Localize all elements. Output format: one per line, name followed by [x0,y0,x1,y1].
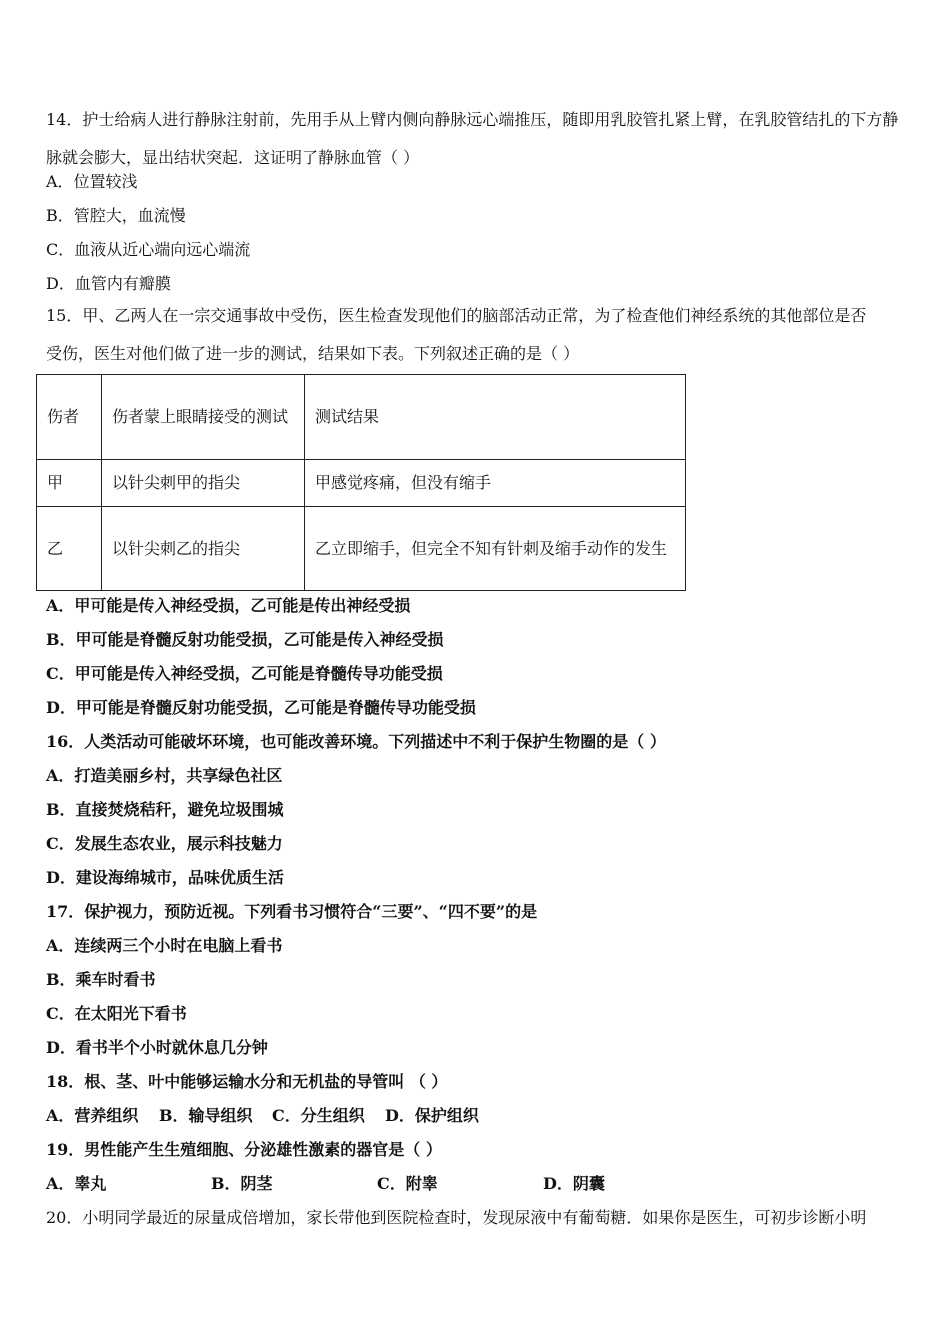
q19-option-d: D．阴囊 [543,1174,605,1193]
q14-option-d: D．血管内有瓣膜 [46,274,171,293]
q17-option-b: B．乘车时看书 [46,970,156,989]
q18-option-a: A．营养组织 [46,1106,139,1125]
q18-option-c: C．分生组织 [272,1106,365,1125]
q14-option-b: B．管腔大，血流慢 [46,206,186,225]
q15-option-a: A．甲可能是传入神经受损，乙可能是传出神经受损 [46,596,411,615]
q18-option-b: B．输导组织 [159,1106,253,1125]
table-cell: 乙立即缩手，但完全不知有针刺及缩手动作的发生 [305,507,686,591]
q17-option-c: C．在太阳光下看书 [46,1004,187,1023]
q15-option-d: D．甲可能是脊髓反射功能受损，乙可能是脊髓传导功能受损 [46,698,476,717]
q19-option-a: A．睾丸 [46,1174,107,1193]
q17-option-d: D．看书半个小时就休息几分钟 [46,1038,268,1057]
table-row [37,460,686,507]
q17-option-a: A．连续两三个小时在电脑上看书 [46,936,283,955]
q19-option-b: B．阴茎 [211,1174,273,1193]
q19-option-c: C．附睾 [377,1174,438,1193]
q18-stem: 18．根、茎、叶中能够运输水分和无机盐的导管叫 （ ） [46,1072,448,1091]
q17-stem: 17．保护视力，预防近视。下列看书习惯符合“三要”、“四不要”的是 [46,902,538,921]
q14-option-c: C．血液从近心端向远心端流 [46,240,251,259]
table-cell: 甲感觉疼痛，但没有缩手 [305,460,686,507]
q19-stem: 19．男性能产生生殖细胞、分泌雄性激素的器官是（ ） [46,1140,442,1159]
q15-table [36,374,686,591]
q16-option-d: D．建设海绵城市，品味优质生活 [46,868,284,887]
q19-options [46,1174,605,1194]
q20-stem: 20．小明同学最近的尿量成倍增加，家长带他到医院检查时，发现尿液中有葡萄糖．如果你是医生，可初步诊断小明 [46,1208,867,1227]
table-cell: 甲 [37,460,102,507]
q18-option-d: D．保护组织 [385,1106,479,1125]
q15-option-b: B．甲可能是脊髓反射功能受损，乙可能是传入神经受损 [46,630,444,649]
table-header-cell: 测试结果 [305,375,686,460]
q15-option-c: C．甲可能是传入神经受损，乙可能是脊髓传导功能受损 [46,664,443,683]
table-cell: 乙 [37,507,102,591]
q16-option-a: A．打造美丽乡村，共享绿色社区 [46,766,283,785]
table-row [37,507,686,591]
q16-option-b: B．直接焚烧秸秆，避免垃圾围城 [46,800,284,819]
q15-stem-line1: 15．甲、乙两人在一宗交通事故中受伤，医生检查发现他们的脑部活动正常，为了检查他们神经系统的其他部位是否 [46,306,867,325]
q15-stem-line2: 受伤，医生对他们做了进一步的测试，结果如下表。下列叙述正确的是（ ） [46,344,580,363]
q14-option-a: A．位置较浅 [46,172,138,191]
q18-options [46,1106,479,1126]
table-cell: 以针尖刺乙的指尖 [102,507,305,591]
table-header-row [37,375,686,460]
table-header-cell: 伤者 [37,375,102,460]
q16-option-c: C．发展生态农业，展示科技魅力 [46,834,283,853]
table-header-cell: 伤者蒙上眼睛接受的测试 [102,375,305,460]
q14-stem: 14．护士给病人进行静脉注射前，先用手从上臂内侧向静脉远心端推压，随即用乳胶管扎紧上臂，在乳胶管结扎的下方静脉就会膨大，显出结状突起．这证明了静脉血管（ ） [46,110,899,167]
table-cell: 以针尖刺甲的指尖 [102,460,305,507]
q16-stem: 16．人类活动可能破坏环境，也可能改善环境。下列描述中不利于保护生物圈的是（ ） [46,732,666,751]
